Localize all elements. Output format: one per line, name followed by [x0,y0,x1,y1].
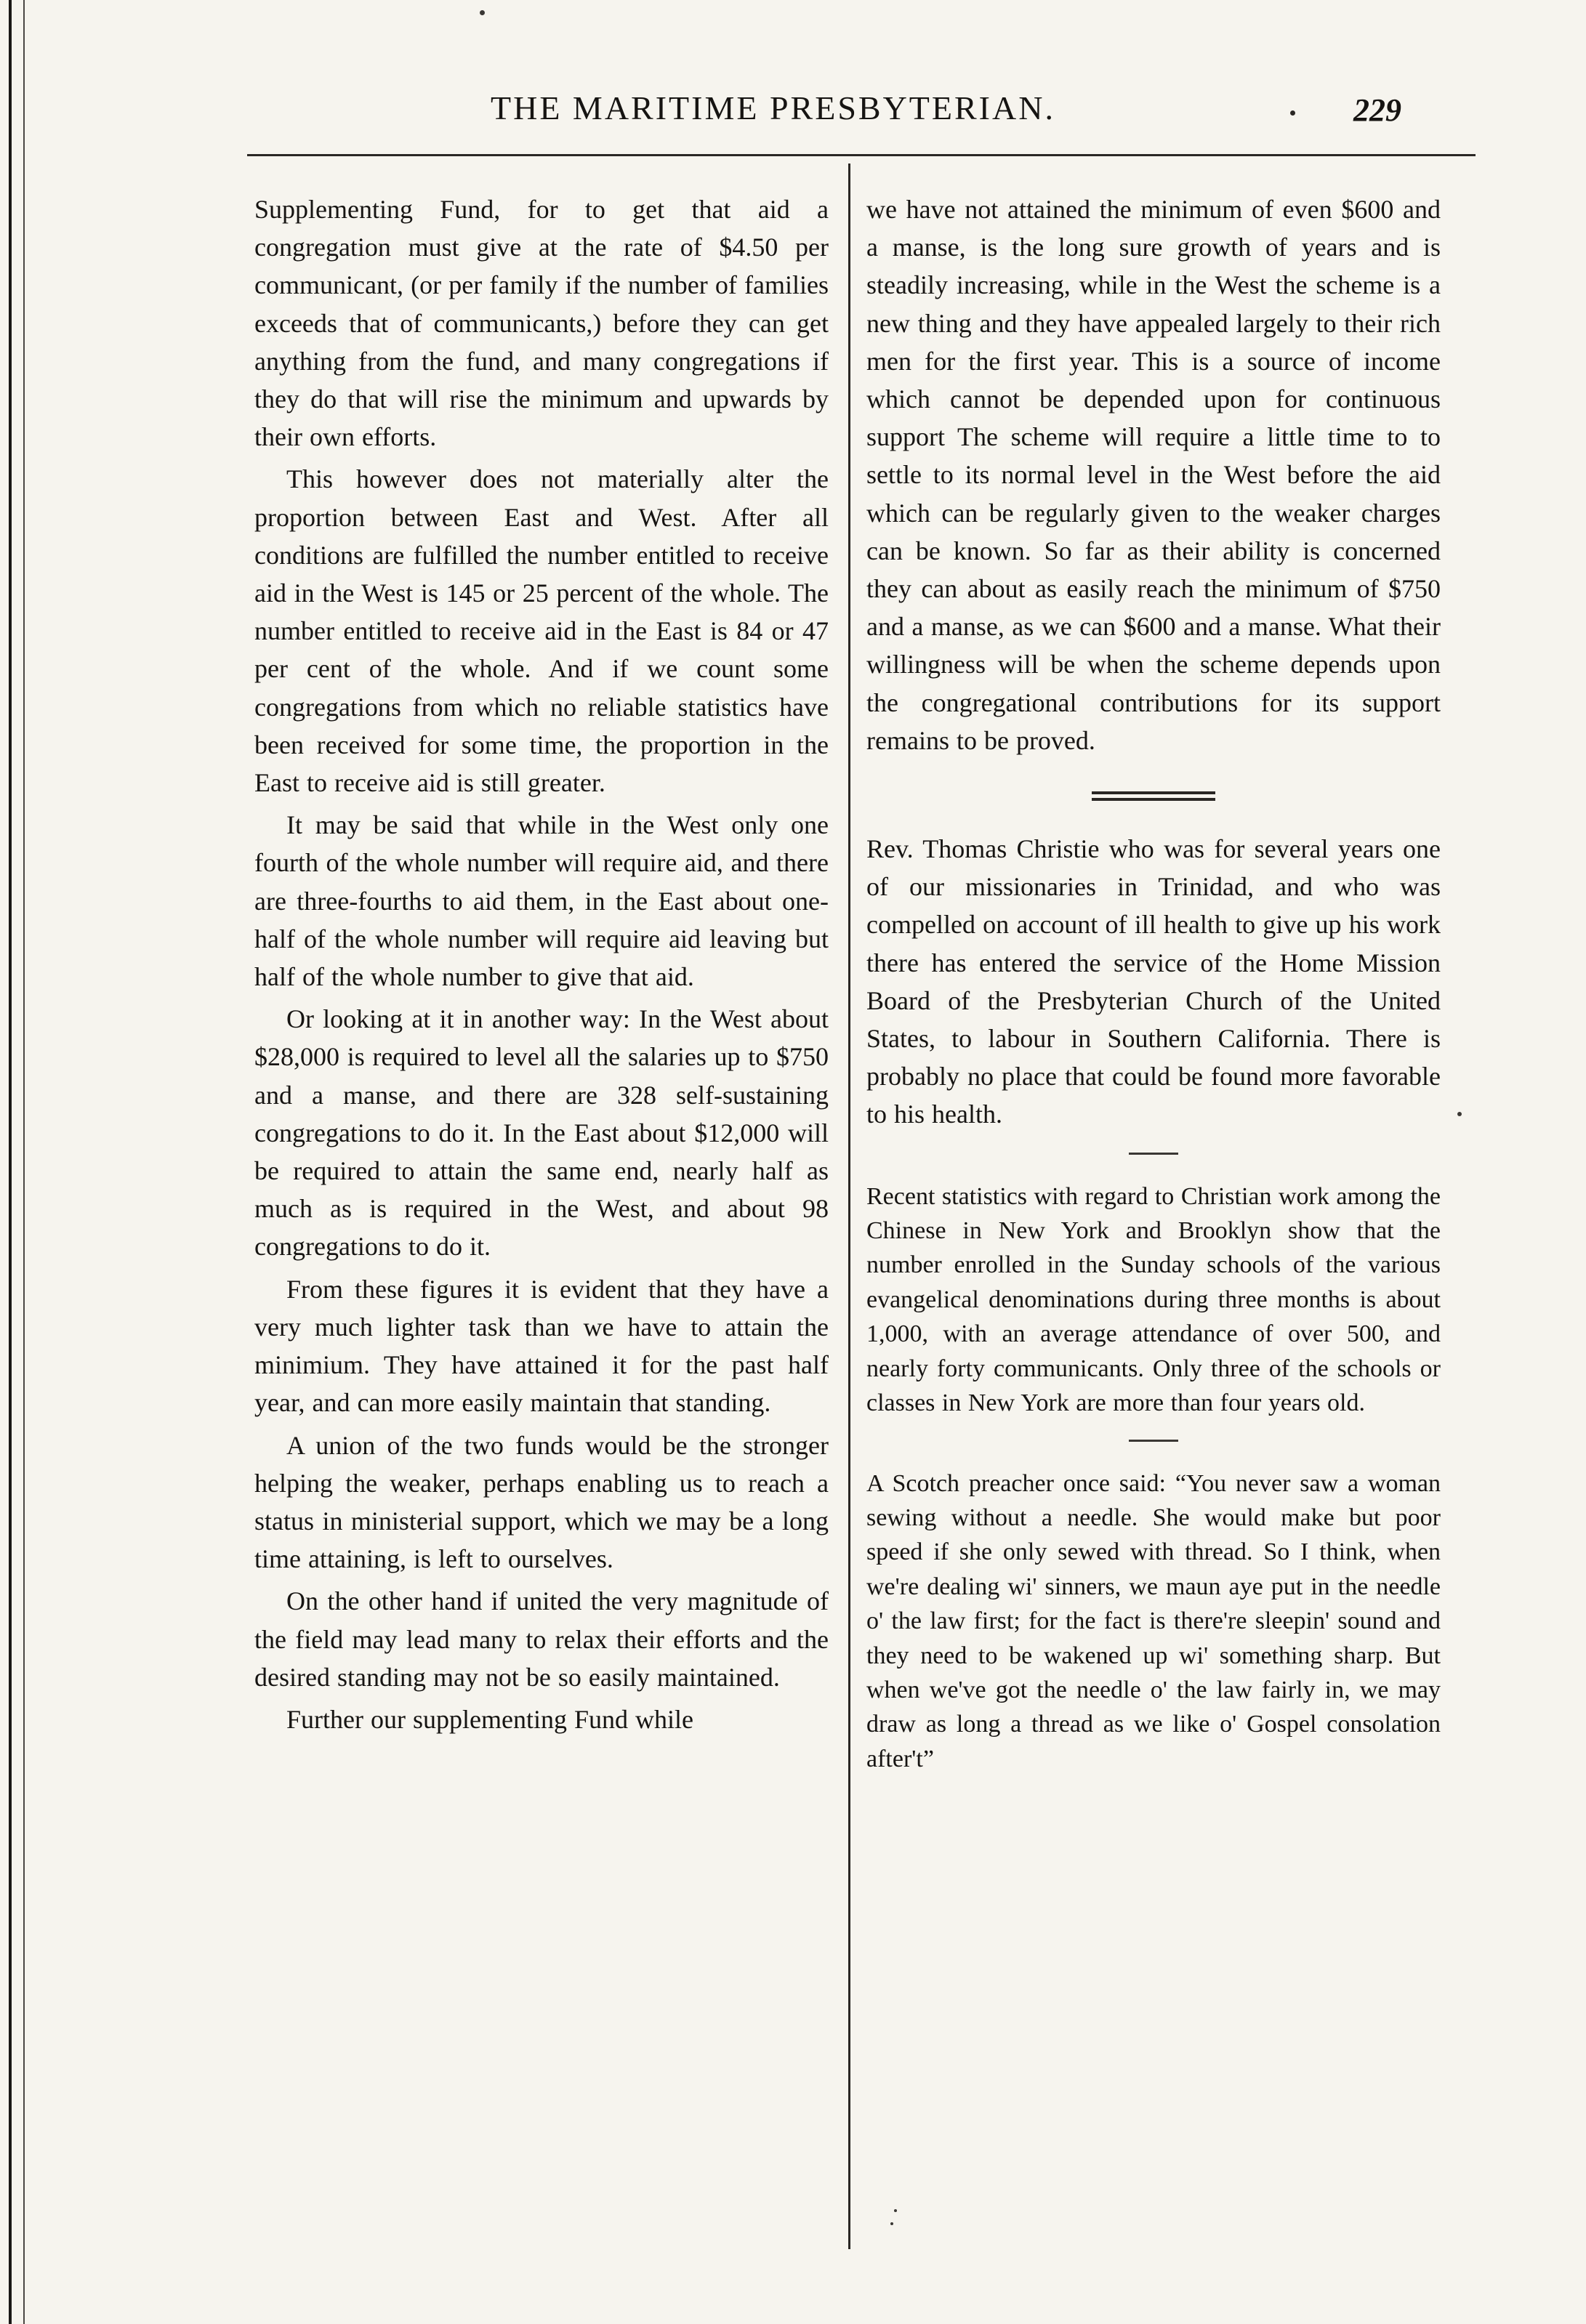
page-binding-edge [9,0,12,2324]
paragraph-other-hand: On the other hand if united the very magnitude of the field may lead many to relax their efforts and the desired standing may not be so easily maintained. [254,1586,829,1692]
news-item-statistics: Recent statistics with regard to Christian work among the Chinese in New York and Brooklyn show that the number enrolled in the Sunday schools of the various evangelical denominations during three months is about 1,000, with an average attendance of over 500, and nearly forty communicants. Only three of the schools or classes in New York are more than four years old. [866,1182,1441,1417]
paragraph-continuation: we have not attained the minimum of even $600 and a manse, is the long sure growth of years and is steadily increasing, while in the West the scheme is a new thing and they have appealed largely to their rich men for the first year. This is a source of income which cannot be depended upon for continuous support The scheme will require a little time to to settle to its normal level in the West before the aid which can be regularly given to the weaker charges can be known. So far as their ability is concerned they can about as easily reach the minimum of $750 and a manse, as we can $600 and a manse. What their willingness will be when the scheme depends upon the congregational contributions for its support remains to be proved. [866,195,1441,755]
paragraph-further: Further our supplementing Fund while [286,1704,693,1734]
news-item-scotch-preacher: A Scotch preacher once said: “You never saw a woman sewing without a needle. She would make but poor speed if she only sewed with thread. So I think, when we're dealing wi' sinners, we maun aye put in the needle o' the law first; for the fact is there're sleepin' sound and they need to be wakened up wi' something sharp. But when we've got the needle o' the law fairly in, we may draw as long a thread as we like o' Gospel consolation after't” [866,1469,1441,1772]
paragraph-another-way: Or looking at it in another way: In the West about $28,000 is required to level all the salaries up to $750 and a manse, and there are 328 self-sustaining congregations to do it. In the East about $12,000 will be required to attain the same end, nearly half as much as is required in the West, and about 98 congregations to do it. [254,1004,829,1262]
paragraph-figures: From these figures it is evident that they have a very much lighter task than we have to attain the minimium. They have attained it for the past half year, and can more easily maintain that standing. [254,1274,829,1418]
left-column [254,190,829,1743]
paragraph-proportion: This however does not materially alter the proportion between East and West. After all conditions are fulfilled the number entitled to receive aid in the West is 145 or 25 percent of the whole. The number entitled to receive aid in the East is 84 or 47 per cent of the whole. And if we count some congregations from which no reliable statistics have been received for some time, the proportion in the East to receive aid is still greater. [254,464,829,798]
ink-speck [480,10,485,15]
ink-speck [894,2209,897,2212]
header-dot [1290,110,1295,116]
section-short-rule [1129,1440,1178,1442]
news-item-christie: Rev. Thomas Christie who was for several years one of our missionaries in Trinidad, and who was compelled on account of ill health to give up his work there has entered the service of the Home Mission Board of the Presbyterian Church of the United States, to labour in Southern California. There is probably no place that could be found more favorable to his health. [866,834,1441,1129]
paragraph-supplementing-fund: Supplementing Fund, for to get that aid a congregation must give at the rate of $4.50 per communicant, (or per family if the number of families exceeds that of communicants,) before they can get anything from the fund, and many congregations if they do that will rise the minimum and upwards by their own efforts. [254,195,829,452]
section-short-rule [1129,1153,1178,1155]
page-header [465,89,1476,140]
header-rule [247,154,1476,156]
paragraph-one-fourth: It may be said that while in the West only one fourth of the whole number will require aid, and there are three-fourths to aid them, in the East about one-half of the whole number will require aid leaving but half of the whole number to give that aid. [254,810,829,992]
section-double-rule [1092,791,1215,801]
ink-speck [1457,1112,1462,1116]
page-number: 229 [1353,92,1401,128]
column-divider [848,164,850,2249]
running-title: THE MARITIME PRESBYTERIAN. [491,89,1055,126]
ink-speck [890,2222,893,2225]
paragraph-union: A union of the two funds would be the stronger helping the weaker, perhaps enabling us to reach a status in ministerial support, which we may be a long time attaining, is left to ourselves. [254,1430,829,1574]
page-binding-line [23,0,25,2324]
right-column [866,190,1441,1780]
